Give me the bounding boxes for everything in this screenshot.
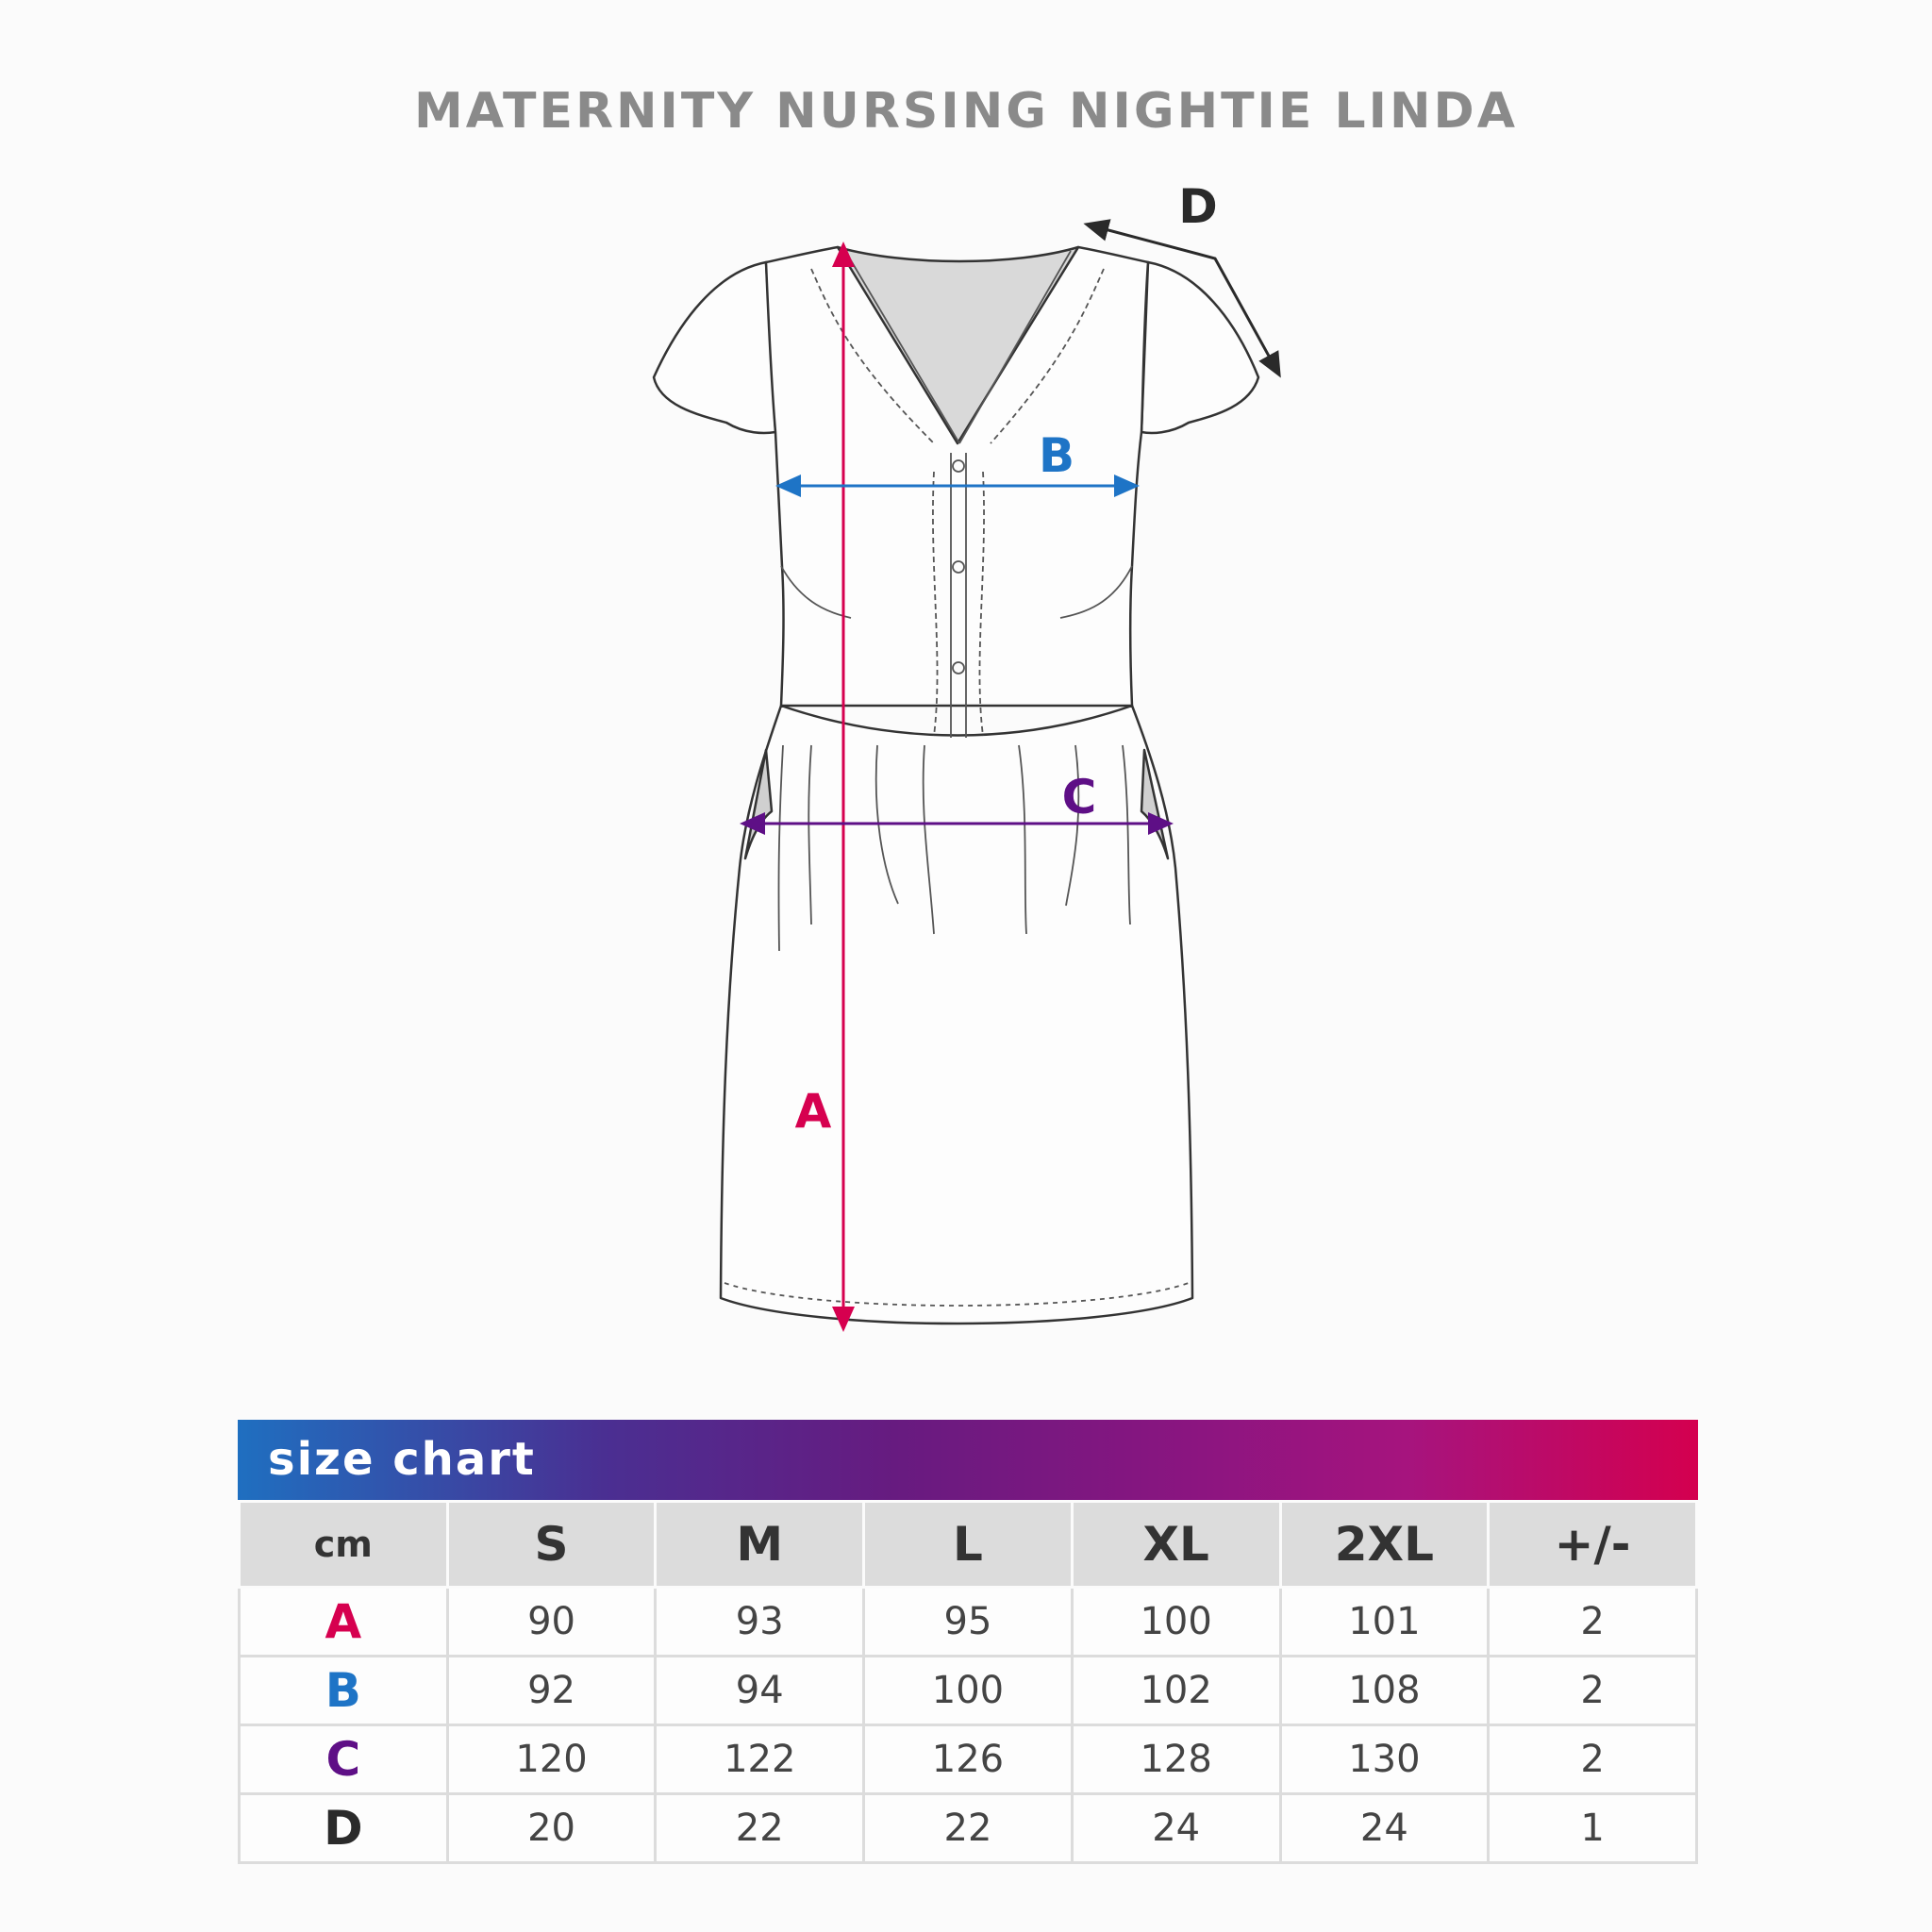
tolerance-header: +/-: [1489, 1502, 1697, 1588]
size-header: S: [447, 1502, 656, 1588]
table-cell: 20: [447, 1794, 656, 1863]
row-label: A: [240, 1588, 448, 1657]
table-cell: 95: [864, 1588, 1073, 1657]
tolerance-cell: 1: [1489, 1794, 1697, 1863]
table-cell: 128: [1072, 1725, 1280, 1794]
size-header-row: [240, 1502, 1697, 1588]
table-cell: 24: [1280, 1794, 1489, 1863]
size-header: XL: [1072, 1502, 1280, 1588]
table-cell: 120: [447, 1725, 656, 1794]
table-cell: 94: [656, 1657, 864, 1725]
table-cell: 126: [864, 1725, 1073, 1794]
table-cell: 90: [447, 1588, 656, 1657]
table-cell: 101: [1280, 1588, 1489, 1657]
size-chart-heading: size chart: [238, 1420, 1698, 1500]
unit-header: cm: [240, 1502, 448, 1588]
row-label: B: [240, 1657, 448, 1725]
table-cell: 102: [1072, 1657, 1280, 1725]
dress-outline: [654, 247, 1258, 1324]
tolerance-cell: 2: [1489, 1725, 1697, 1794]
label-a: A: [794, 1084, 832, 1139]
tolerance-cell: 2: [1489, 1657, 1697, 1725]
page-title: MATERNITY NURSING NIGHTIE LINDA: [414, 83, 1518, 140]
table-cell: 100: [1072, 1588, 1280, 1657]
table-cell: 22: [656, 1794, 864, 1863]
size-header: M: [656, 1502, 864, 1588]
size-header: L: [864, 1502, 1073, 1588]
table-cell: 93: [656, 1588, 864, 1657]
table-row: [240, 1657, 1697, 1725]
row-label: C: [240, 1725, 448, 1794]
label-c: C: [1061, 770, 1097, 824]
table-cell: 122: [656, 1725, 864, 1794]
size-table: [238, 1500, 1698, 1864]
tolerance-cell: 2: [1489, 1588, 1697, 1657]
label-b: B: [1038, 428, 1075, 483]
table-cell: 92: [447, 1657, 656, 1725]
table-row: [240, 1794, 1697, 1863]
table-row: [240, 1725, 1697, 1794]
size-chart: [238, 1420, 1698, 1864]
table-cell: 100: [864, 1657, 1073, 1725]
table-cell: 22: [864, 1794, 1073, 1863]
label-d: D: [1178, 179, 1218, 234]
table-cell: 108: [1280, 1657, 1489, 1725]
table-cell: 130: [1280, 1725, 1489, 1794]
size-header: 2XL: [1280, 1502, 1489, 1588]
row-label: D: [240, 1794, 448, 1863]
table-row: [240, 1588, 1697, 1657]
table-cell: 24: [1072, 1794, 1280, 1863]
